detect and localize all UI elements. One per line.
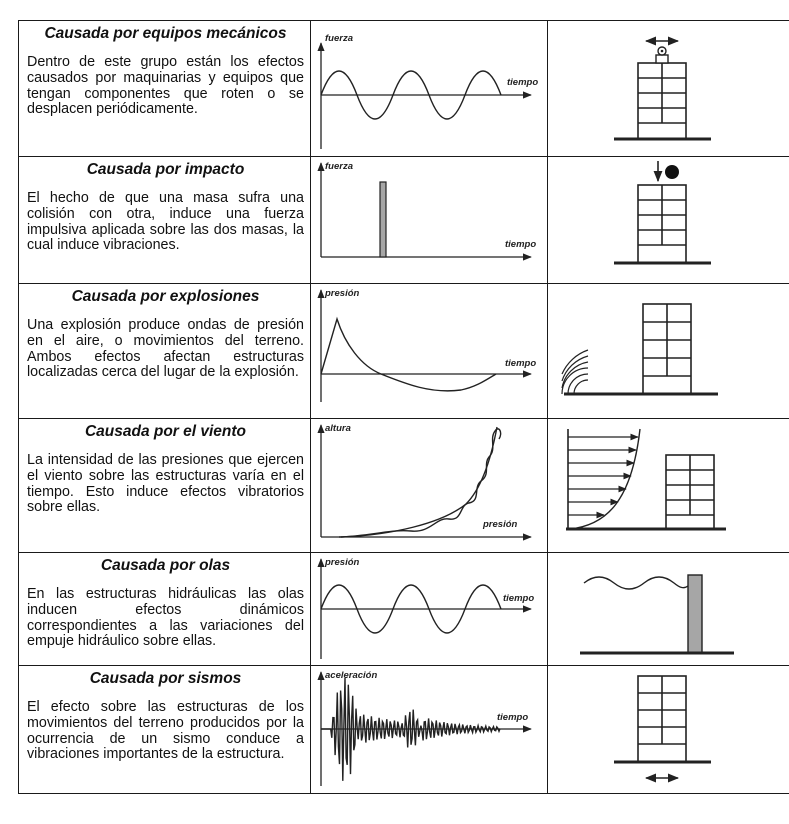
seismic-record-curve — [321, 678, 500, 781]
illustration-cell — [548, 21, 789, 157]
row-title: Causada por el viento — [84, 423, 247, 440]
illustration-cell — [548, 666, 789, 794]
plot-cell — [311, 157, 548, 284]
row-description: El efecto sobre las estructuras de los movimientos del terreno producidos por la ocurrencia de un sismo conduce a vibraciones importantes de la estructura. — [27, 699, 304, 763]
wind-arrows-icon — [568, 437, 638, 515]
y-axis-label: fuerza — [325, 161, 353, 172]
sine-force-plot — [311, 21, 547, 155]
machine-icon — [656, 47, 668, 63]
table-row-sismos — [19, 666, 789, 794]
y-axis-label: presión — [325, 557, 360, 568]
text-cell — [19, 284, 311, 419]
illustration-cell — [548, 157, 789, 284]
building-with-machine-illustration — [548, 21, 789, 155]
y-axis-label: aceleración — [325, 670, 378, 681]
text-cell — [19, 419, 311, 553]
x-axis-label: tiempo — [505, 239, 537, 250]
building-impact-illustration — [548, 157, 789, 282]
illustration-cell — [548, 553, 789, 666]
seawall-illustration — [548, 553, 789, 664]
row-description: Una explosión produce ondas de presión en el aire, o movimientos del terreno. Ambos efectos afectan estructuras localizadas cerca del lugar de la explosión. — [27, 317, 304, 381]
building-wind-illustration — [548, 419, 789, 551]
y-axis-label: altura — [325, 423, 351, 434]
table-row-mecanicos — [19, 21, 789, 157]
text-cell — [19, 21, 311, 157]
impact-mass-icon — [665, 165, 679, 179]
row-description: El hecho de que una masa sufra una colisión con otra, induce una fuerza impulsiva aplicada sobre las dos masas, la cual induce vibraciones. — [27, 190, 304, 254]
row-title: Causada por explosiones — [71, 288, 260, 305]
text-cell — [19, 553, 311, 666]
illustration-cell — [548, 419, 789, 553]
vibration-sources-table — [18, 20, 789, 794]
table-row-explosiones — [19, 284, 789, 419]
wind-profile-curve — [570, 429, 640, 529]
table-row-impacto — [19, 157, 789, 284]
illustration-cell — [548, 284, 789, 419]
fluctuating-profile-curve — [339, 429, 501, 537]
wave-pressure-plot — [311, 553, 547, 664]
plot-cell — [311, 553, 548, 666]
impulse-force-plot — [311, 157, 547, 282]
y-axis-label: presión — [325, 288, 360, 299]
row-description: En las estructuras hidráulicas las olas inducen efectos dinámicos correspondientes a las variaciones del empuje hidráulico sobre ellas. — [27, 586, 304, 650]
plot-cell — [311, 21, 548, 157]
y-axis-label: fuerza — [325, 33, 353, 44]
wind-profile-plot — [311, 419, 547, 551]
table-row-viento — [19, 419, 789, 553]
row-title: Causada por impacto — [86, 161, 245, 178]
x-axis-label: presión — [483, 519, 518, 530]
x-axis-label: tiempo — [503, 593, 535, 604]
seawall-column — [688, 575, 702, 653]
table-row-olas — [19, 553, 789, 666]
plot-cell — [311, 284, 548, 419]
text-cell — [19, 157, 311, 284]
plot-cell — [311, 419, 548, 553]
blast-pressure-plot — [311, 284, 547, 417]
row-description: Dentro de este grupo están los efectos causados por maquinarias y equipos que tengan componentes que roten o se desplacen periódicamente. — [27, 54, 304, 118]
x-axis-label: tiempo — [507, 77, 539, 88]
impulse-bar — [380, 182, 386, 257]
text-cell — [19, 666, 311, 794]
blast-waves-icon — [562, 350, 588, 394]
x-axis-label: tiempo — [497, 712, 529, 723]
pressure-curve — [321, 319, 496, 391]
x-axis-label: tiempo — [505, 358, 537, 369]
row-description: La intensidad de las presiones que ejercen el viento sobre las estructuras varía en el tiempo. Esto induce efectos vibratorios sobre ellas. — [27, 452, 304, 516]
building-earthquake-illustration — [548, 666, 789, 792]
mean-profile-curve — [341, 427, 497, 537]
building-explosion-illustration — [548, 284, 789, 417]
row-title: Causada por olas — [100, 557, 231, 574]
row-title: Causada por equipos mecánicos — [44, 25, 287, 42]
plot-cell — [311, 666, 548, 794]
row-title: Causada por sismos — [89, 670, 242, 687]
water-wave-curve — [584, 577, 688, 589]
seismic-acceleration-plot — [311, 666, 547, 792]
